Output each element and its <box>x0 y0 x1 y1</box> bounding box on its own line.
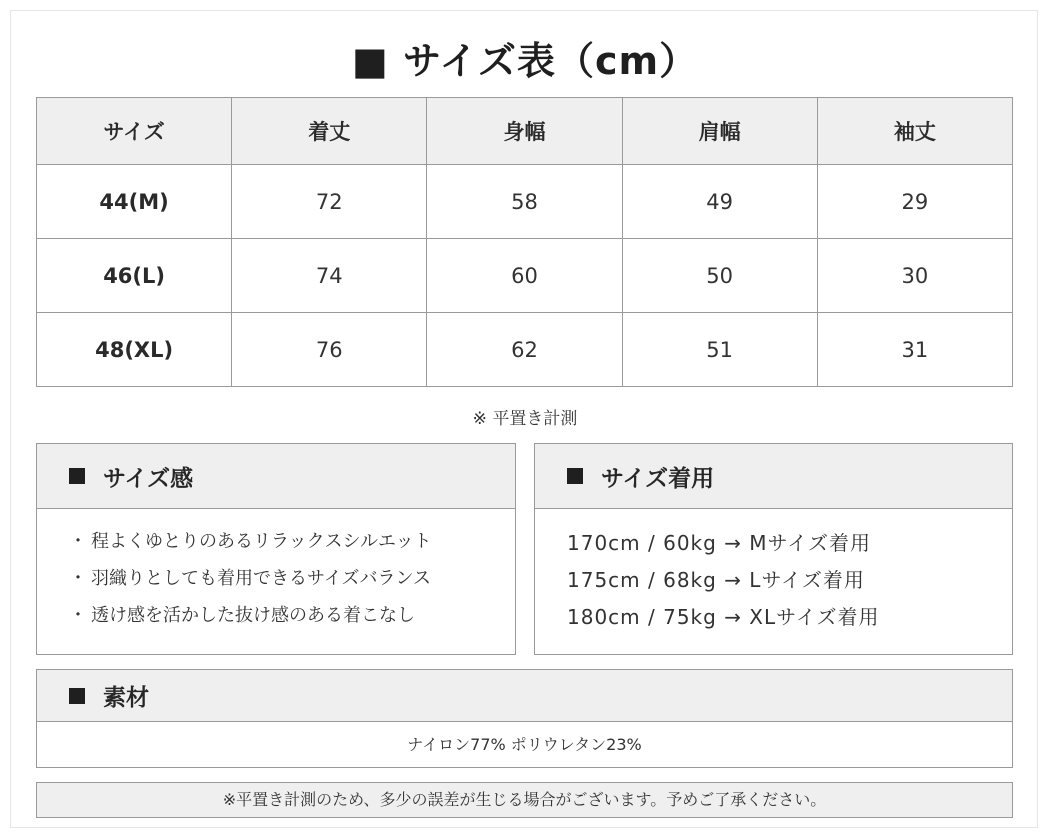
table-row <box>37 313 1013 387</box>
column-header: 袖丈 <box>817 98 1012 165</box>
material-heading: 素材 <box>103 685 149 711</box>
size-fit-panel <box>534 443 1013 655</box>
column-header: 身幅 <box>427 98 622 165</box>
table-cell: 30 <box>817 239 1012 313</box>
size-cell: 46(L) <box>37 239 232 313</box>
column-header: サイズ <box>37 98 232 165</box>
square-bullet-icon <box>69 468 85 484</box>
table-row <box>37 165 1013 239</box>
table-header-row <box>37 98 1013 165</box>
size-cell: 44(M) <box>37 165 232 239</box>
table-row <box>37 239 1013 313</box>
table-cell: 58 <box>427 165 622 239</box>
size-cell: 48(XL) <box>37 313 232 387</box>
size-fit-heading: サイズ着用 <box>601 465 715 492</box>
table-cell: 60 <box>427 239 622 313</box>
list-item: 170cm / 60kg → Mサイズ着用 <box>567 531 871 555</box>
bullet-mark: ・ <box>69 568 87 589</box>
table-cell: 62 <box>427 313 622 387</box>
list-item <box>69 560 515 597</box>
list-item: 175cm / 68kg → Lサイズ着用 <box>567 568 865 592</box>
square-bullet-icon <box>69 688 85 704</box>
size-table <box>36 97 1013 387</box>
column-header: 着丈 <box>232 98 427 165</box>
size-feel-panel <box>36 443 516 655</box>
size-feel-heading: サイズ感 <box>103 465 194 492</box>
table-cell: 74 <box>232 239 427 313</box>
table-cell: 76 <box>232 313 427 387</box>
table-cell: 51 <box>622 313 817 387</box>
bullet-mark: ・ <box>69 531 87 552</box>
list-item-text: 透け感を活かした抜け感のある着こなし <box>91 605 415 626</box>
size-feel-list <box>37 509 515 634</box>
table-cell: 50 <box>622 239 817 313</box>
list-item-text: 程よくゆとりのあるリラックスシルエット <box>91 531 432 552</box>
size-feel-header <box>37 444 515 509</box>
square-bullet-icon <box>567 468 583 484</box>
list-item-text: 羽織りとしても着用できるサイズバランス <box>91 568 432 589</box>
material-panel <box>36 669 1013 768</box>
table-cell: 29 <box>817 165 1012 239</box>
measure-note: ※ 平置き計測 <box>472 409 578 429</box>
material-header <box>37 670 1012 722</box>
list-item <box>69 597 515 634</box>
size-fit-header <box>535 444 1012 509</box>
list-item: 180cm / 75kg → XLサイズ着用 <box>567 605 880 629</box>
material-value: ナイロン77% ポリウレタン23% <box>407 735 642 754</box>
size-fit-list <box>535 509 1012 636</box>
bullet-mark: ・ <box>69 605 87 626</box>
disclaimer-note: ※平置き計測のため、多少の誤差が生じる場合がございます。予めご了承ください。 <box>36 782 1013 818</box>
column-header: 肩幅 <box>622 98 817 165</box>
table-cell: 49 <box>622 165 817 239</box>
table-cell: 31 <box>817 313 1012 387</box>
page-title: ■ サイズ表（cm） <box>351 39 699 83</box>
table-cell: 72 <box>232 165 427 239</box>
list-item <box>69 523 515 560</box>
